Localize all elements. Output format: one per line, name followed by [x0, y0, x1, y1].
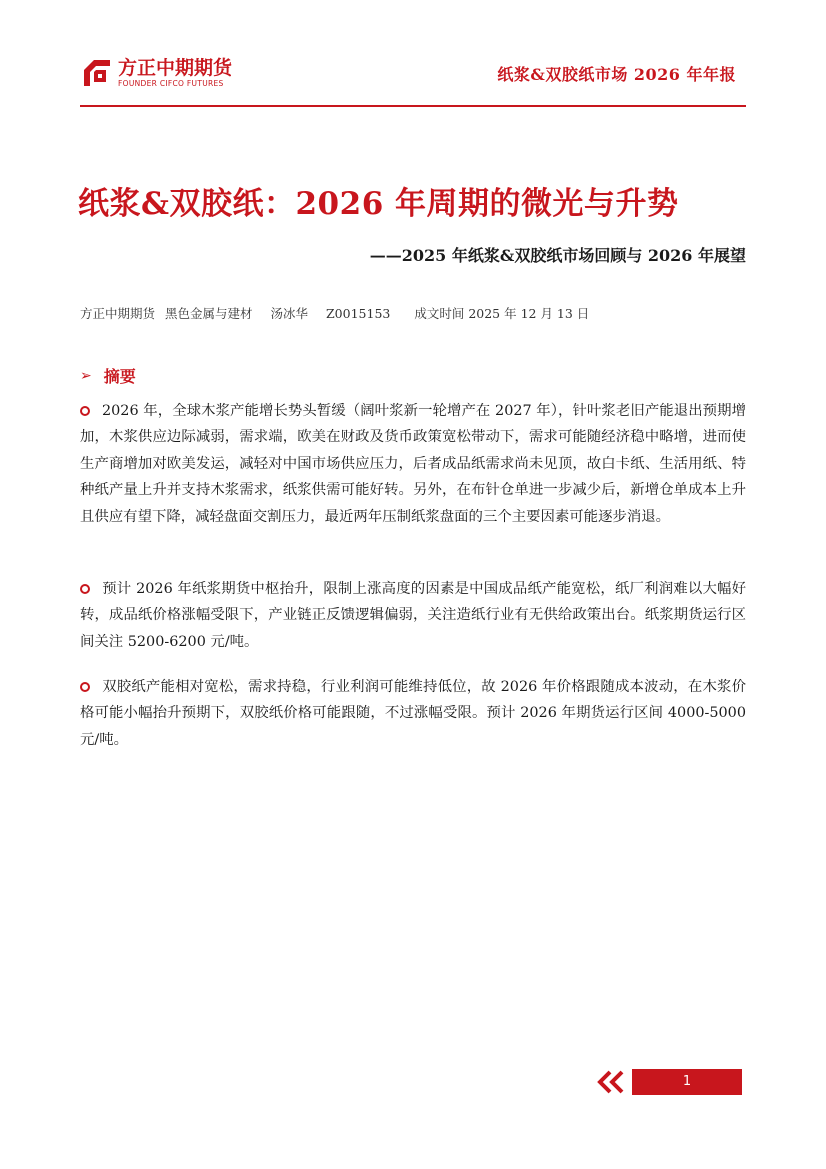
summary-paragraph-2	[80, 576, 746, 655]
header-divider	[80, 105, 746, 107]
page-number: 1	[632, 1069, 742, 1095]
arrow-right-icon: ➢	[80, 367, 92, 384]
logo-chinese-name: 方正中期期货	[118, 56, 233, 79]
meta-license: Z0015153	[326, 306, 391, 321]
meta-department: 黑色金属与建材	[165, 306, 253, 321]
page-subtitle: ——2025 年纸浆&双胶纸市场回顾与 2026 年展望	[369, 246, 746, 265]
circle-bullet-icon	[80, 406, 90, 416]
summary-heading	[80, 364, 136, 387]
company-logo	[80, 56, 232, 90]
logo-mark-icon	[80, 56, 114, 90]
double-chevron-left-icon	[596, 1069, 626, 1095]
summary-paragraph-1-text: 2026 年，全球木浆产能增长势头暂缓（阔叶浆新一轮增产在 2027 年），针叶浆老旧产能退出预期增加，木浆供应边际减弱，需求端，欧美在财政及货币政策宽松带动下，需求可能随经济稳中略增，进而使生产商增加对欧美发运，减轻对中国市场供应压力，后者成品纸需求尚未见顶，故白卡纸、生活用纸、特种纸产量上升并支持木浆需求，纸浆供需可能好转。另外，在布针仓单进一步减少后，新增仓单成本上升且供应有望下降，减轻盘面交割压力，最近两年压制纸浆盘面的三个主要因素可能逐步消退。	[80, 403, 746, 525]
author-meta-line	[80, 304, 603, 322]
circle-bullet-icon	[80, 584, 90, 594]
meta-author: 汤冰华	[270, 306, 309, 321]
meta-company: 方正中期期货	[80, 306, 156, 321]
summary-paragraph-2-text: 预计 2026 年纸浆期货中枢抬升，限制上涨高度的因素是中国成品纸产能宽松，纸厂利润难以大幅好转，成品纸价格涨幅受限下，产业链正反馈逻辑偏弱，关注造纸行业有无供给政策出台。纸浆期货运行区间关注 5200-6200 元/吨。	[80, 581, 746, 650]
page-footer	[596, 1069, 742, 1095]
logo-english-name: FOUNDER CIFCO FUTURES	[118, 78, 224, 88]
summary-heading-label: 摘要	[103, 367, 136, 386]
summary-paragraph-3	[80, 674, 746, 753]
summary-paragraph-1	[80, 398, 746, 530]
report-header-title: 纸浆&双胶纸市场 2026 年年报	[497, 65, 736, 84]
circle-bullet-icon	[80, 682, 90, 692]
page-title: 纸浆&双胶纸：2026 年周期的微光与升势	[78, 186, 679, 222]
summary-paragraph-3-text: 双胶纸产能相对宽松，需求持稳，行业利润可能维持低位，故 2026 年价格跟随成本波动，在木浆价格可能小幅抬升预期下，双胶纸价格可能跟随，不过涨幅受限。预计 2026 年期货运行区间 4000-5000 元/吨。	[80, 679, 746, 748]
meta-date: 成文时间 2025 年 12 月 13 日	[414, 306, 590, 321]
